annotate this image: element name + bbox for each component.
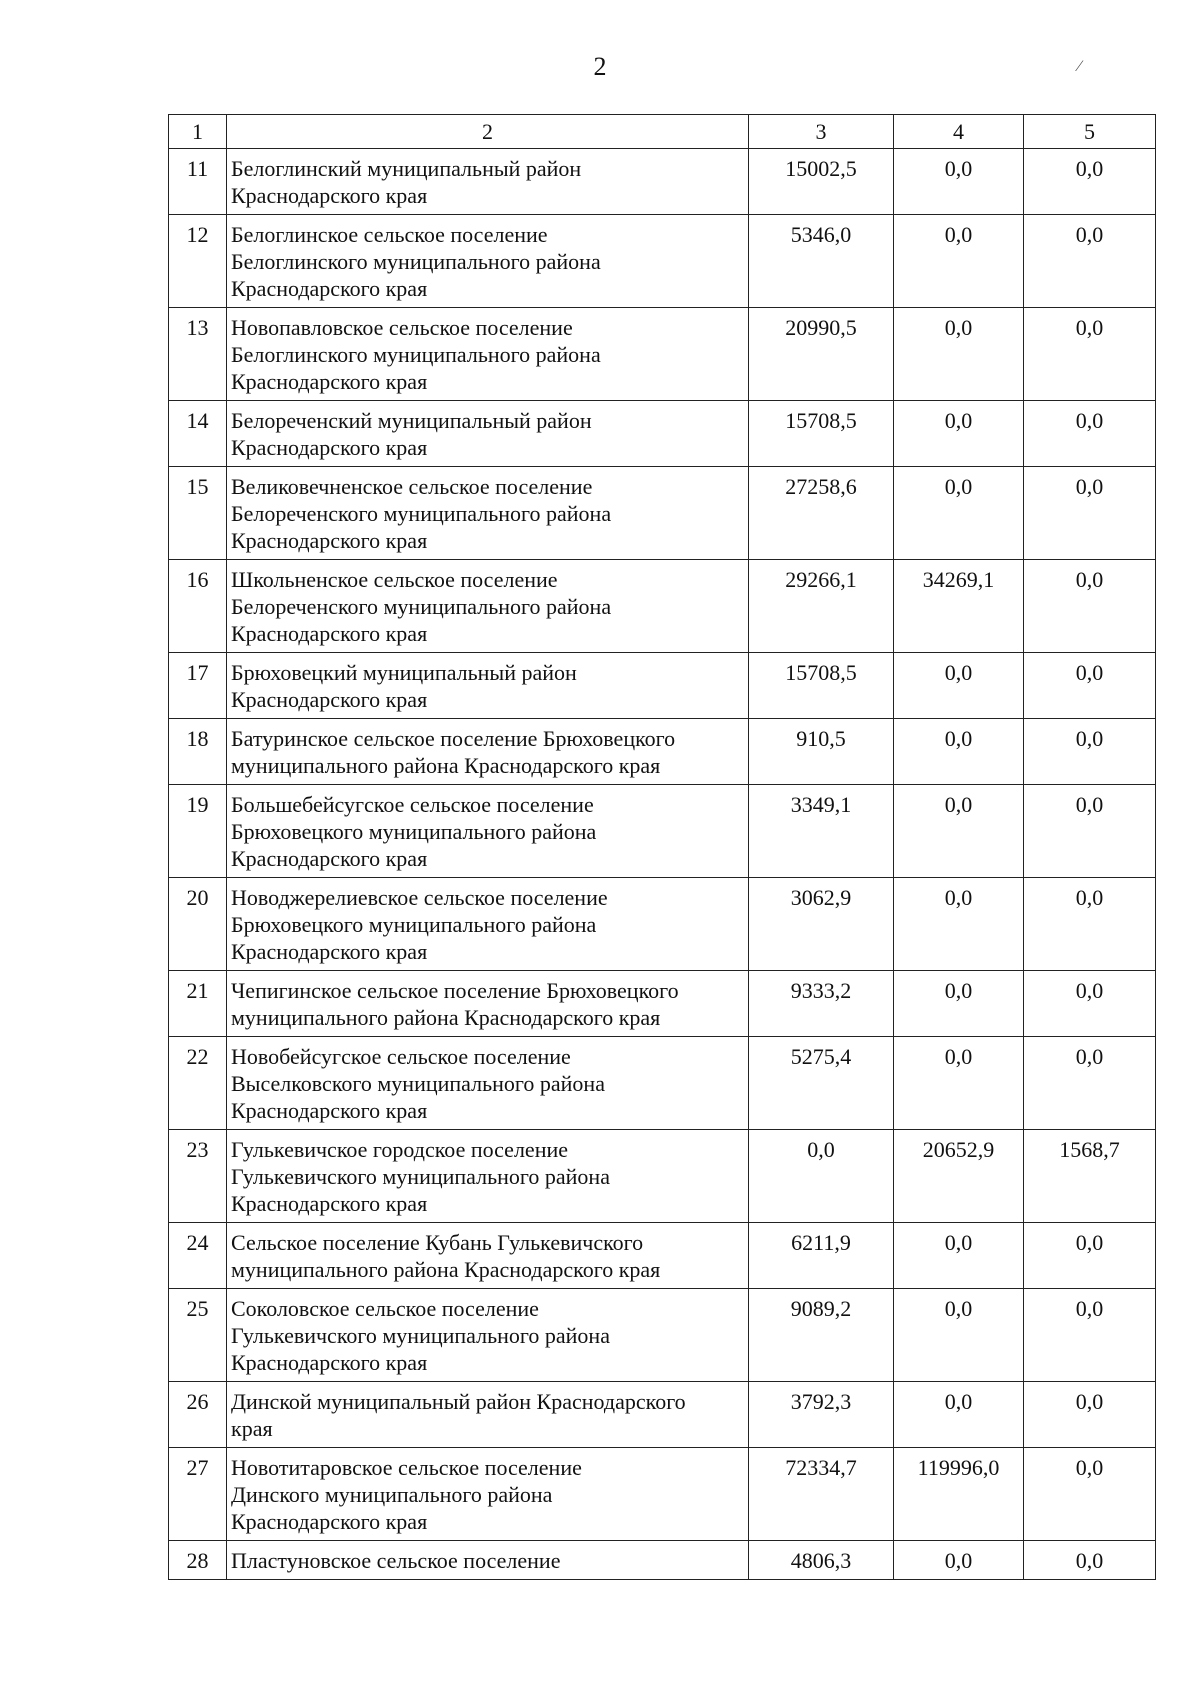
municipality-name-line: края xyxy=(231,1416,273,1441)
row-number: 13 xyxy=(169,308,227,401)
row-number: 24 xyxy=(169,1223,227,1289)
table-row xyxy=(169,653,1156,719)
municipality-name-line: Краснодарского края xyxy=(231,1098,428,1123)
municipality-name xyxy=(227,1382,749,1448)
table-row xyxy=(169,1130,1156,1223)
value-c4: 0,0 xyxy=(894,401,1024,467)
value-c4: 0,0 xyxy=(894,785,1024,878)
municipality-name-line: Краснодарского края xyxy=(231,183,428,208)
value-c4: 0,0 xyxy=(894,308,1024,401)
value-c4: 0,0 xyxy=(894,1289,1024,1382)
municipality-name-line: Новотитаровское сельское поселение xyxy=(231,1455,582,1480)
municipality-name-line: муниципального района Краснодарского края xyxy=(231,753,661,778)
row-number: 26 xyxy=(169,1382,227,1448)
table-header-row xyxy=(169,115,1156,149)
value-c5: 0,0 xyxy=(1024,467,1156,560)
table-body xyxy=(169,115,1156,1580)
value-c5: 0,0 xyxy=(1024,215,1156,308)
municipality-name xyxy=(227,1289,749,1382)
value-c4: 0,0 xyxy=(894,1223,1024,1289)
value-c5: 0,0 xyxy=(1024,401,1156,467)
municipality-name-line: Краснодарского края xyxy=(231,369,428,394)
municipality-name-line: Краснодарского края xyxy=(231,276,428,301)
header-cell-4: 4 xyxy=(894,115,1024,149)
table-row xyxy=(169,1223,1156,1289)
header-cell-3: 3 xyxy=(749,115,894,149)
row-number: 18 xyxy=(169,719,227,785)
row-number: 11 xyxy=(169,149,227,215)
row-number: 20 xyxy=(169,878,227,971)
municipality-name-line: Гулькевичское городское поселение xyxy=(231,1137,569,1162)
value-c5: 0,0 xyxy=(1024,653,1156,719)
municipality-name-line: Новоджерелиевское сельское поселение xyxy=(231,885,608,910)
value-c3: 9089,2 xyxy=(749,1289,894,1382)
value-c4: 0,0 xyxy=(894,149,1024,215)
value-c5: 0,0 xyxy=(1024,1289,1156,1382)
value-c4: 0,0 xyxy=(894,719,1024,785)
value-c3: 4806,3 xyxy=(749,1541,894,1580)
municipality-name-line: Брюховецкий муниципальный район xyxy=(231,660,577,685)
value-c5: 0,0 xyxy=(1024,971,1156,1037)
municipality-name-line: муниципального района Краснодарского края xyxy=(231,1257,661,1282)
scan-mark: ⁄ xyxy=(1078,58,1081,75)
municipality-name-line: Выселковского муниципального района xyxy=(231,1071,605,1096)
header-cell-1: 1 xyxy=(169,115,227,149)
municipality-name-line: Белоглинское сельское поселение xyxy=(231,222,548,247)
table-row xyxy=(169,1448,1156,1541)
municipality-name-line: Новопавловское сельское поселение xyxy=(231,315,573,340)
municipality-name-line: муниципального района Краснодарского края xyxy=(231,1005,661,1030)
value-c5: 0,0 xyxy=(1024,560,1156,653)
value-c3: 3349,1 xyxy=(749,785,894,878)
table-row xyxy=(169,1289,1156,1382)
page-number: 2 xyxy=(593,52,607,81)
value-c4: 0,0 xyxy=(894,1382,1024,1448)
row-number: 17 xyxy=(169,653,227,719)
value-c3: 5346,0 xyxy=(749,215,894,308)
municipality-name xyxy=(227,149,749,215)
row-number: 14 xyxy=(169,401,227,467)
municipality-name xyxy=(227,560,749,653)
value-c3: 5275,4 xyxy=(749,1037,894,1130)
value-c5: 0,0 xyxy=(1024,1223,1156,1289)
municipality-name xyxy=(227,308,749,401)
value-c5: 0,0 xyxy=(1024,719,1156,785)
value-c5: 0,0 xyxy=(1024,1448,1156,1541)
row-number: 15 xyxy=(169,467,227,560)
municipality-name-line: Гулькевичского муниципального района xyxy=(231,1323,610,1348)
value-c3: 0,0 xyxy=(749,1130,894,1223)
municipality-name-line: Краснодарского края xyxy=(231,528,428,553)
row-number: 19 xyxy=(169,785,227,878)
row-number: 27 xyxy=(169,1448,227,1541)
row-number: 28 xyxy=(169,1541,227,1580)
value-c3: 910,5 xyxy=(749,719,894,785)
table-row xyxy=(169,1037,1156,1130)
municipality-name-line: Динского муниципального района xyxy=(231,1482,553,1507)
row-number: 23 xyxy=(169,1130,227,1223)
value-c3: 3062,9 xyxy=(749,878,894,971)
value-c4: 0,0 xyxy=(894,1037,1024,1130)
municipality-name xyxy=(227,878,749,971)
value-c5: 0,0 xyxy=(1024,149,1156,215)
municipality-name xyxy=(227,467,749,560)
value-c3: 20990,5 xyxy=(749,308,894,401)
municipality-name-line: Белореченского муниципального района xyxy=(231,501,612,526)
table-row xyxy=(169,560,1156,653)
municipality-name-line: Пластуновское сельское поселение xyxy=(231,1548,561,1573)
municipality-name-line: Краснодарского края xyxy=(231,1509,428,1534)
value-c5: 1568,7 xyxy=(1024,1130,1156,1223)
municipality-name-line: Краснодарского края xyxy=(231,621,428,646)
value-c3: 6211,9 xyxy=(749,1223,894,1289)
header-cell-5: 5 xyxy=(1024,115,1156,149)
value-c5: 0,0 xyxy=(1024,878,1156,971)
value-c5: 0,0 xyxy=(1024,308,1156,401)
value-c3: 15708,5 xyxy=(749,653,894,719)
municipality-name-line: Новобейсугское сельское поселение xyxy=(231,1044,571,1069)
municipality-name-line: Батуринское сельское поселение Брюховецкого xyxy=(231,726,676,751)
header-cell-2: 2 xyxy=(227,115,749,149)
municipality-name xyxy=(227,1223,749,1289)
municipality-name xyxy=(227,1130,749,1223)
value-c5: 0,0 xyxy=(1024,785,1156,878)
row-number: 12 xyxy=(169,215,227,308)
value-c3: 15002,5 xyxy=(749,149,894,215)
value-c3: 29266,1 xyxy=(749,560,894,653)
value-c4: 0,0 xyxy=(894,215,1024,308)
value-c3: 72334,7 xyxy=(749,1448,894,1541)
municipality-name-line: Краснодарского края xyxy=(231,687,428,712)
table-row xyxy=(169,401,1156,467)
municipality-name-line: Брюховецкого муниципального района xyxy=(231,912,597,937)
municipality-name-line: Краснодарского края xyxy=(231,435,428,460)
value-c4: 0,0 xyxy=(894,878,1024,971)
municipality-name xyxy=(227,653,749,719)
table-row xyxy=(169,215,1156,308)
municipality-name-line: Белореченского муниципального района xyxy=(231,594,612,619)
table-row xyxy=(169,971,1156,1037)
row-number: 16 xyxy=(169,560,227,653)
value-c4: 0,0 xyxy=(894,1541,1024,1580)
table-row xyxy=(169,719,1156,785)
value-c4: 0,0 xyxy=(894,467,1024,560)
value-c4: 0,0 xyxy=(894,971,1024,1037)
municipality-name xyxy=(227,401,749,467)
value-c4: 34269,1 xyxy=(894,560,1024,653)
row-number: 21 xyxy=(169,971,227,1037)
municipality-name-line: Школьненское сельское поселение xyxy=(231,567,558,592)
municipality-name xyxy=(227,1448,749,1541)
value-c3: 3792,3 xyxy=(749,1382,894,1448)
table-row xyxy=(169,467,1156,560)
value-c5: 0,0 xyxy=(1024,1037,1156,1130)
value-c5: 0,0 xyxy=(1024,1382,1156,1448)
table-row xyxy=(169,1382,1156,1448)
row-number: 22 xyxy=(169,1037,227,1130)
municipality-name-line: Белоглинский муниципальный район xyxy=(231,156,582,181)
table-row xyxy=(169,149,1156,215)
municipality-name-line: Великовечненское сельское поселение xyxy=(231,474,593,499)
value-c4: 119996,0 xyxy=(894,1448,1024,1541)
municipality-name-line: Белоглинского муниципального района xyxy=(231,342,601,367)
municipality-name xyxy=(227,215,749,308)
allocation-table xyxy=(168,114,1156,1580)
municipality-name xyxy=(227,719,749,785)
municipality-name-line: Краснодарского края xyxy=(231,846,428,871)
municipality-name xyxy=(227,1037,749,1130)
table-row xyxy=(169,878,1156,971)
municipality-name-line: Брюховецкого муниципального района xyxy=(231,819,597,844)
table-row xyxy=(169,785,1156,878)
municipality-name-line: Белоглинского муниципального района xyxy=(231,249,601,274)
value-c3: 27258,6 xyxy=(749,467,894,560)
row-number: 25 xyxy=(169,1289,227,1382)
municipality-name-line: Чепигинское сельское поселение Брюховецкого xyxy=(231,978,679,1003)
value-c5: 0,0 xyxy=(1024,1541,1156,1580)
municipality-name-line: Большебейсугское сельское поселение xyxy=(231,792,594,817)
value-c3: 9333,2 xyxy=(749,971,894,1037)
municipality-name xyxy=(227,971,749,1037)
municipality-name xyxy=(227,785,749,878)
municipality-name-line: Динской муниципальный район Краснодарского xyxy=(231,1389,686,1414)
municipality-name-line: Белореченский муниципальный район xyxy=(231,408,592,433)
municipality-name-line: Краснодарского края xyxy=(231,939,428,964)
municipality-name-line: Гулькевичского муниципального района xyxy=(231,1164,610,1189)
municipality-name-line: Краснодарского края xyxy=(231,1350,428,1375)
value-c3: 15708,5 xyxy=(749,401,894,467)
municipality-name-line: Краснодарского края xyxy=(231,1191,428,1216)
municipality-name-line: Сельское поселение Кубань Гулькевичского xyxy=(231,1230,644,1255)
value-c4: 20652,9 xyxy=(894,1130,1024,1223)
municipality-name xyxy=(227,1541,749,1580)
municipality-name-line: Соколовское сельское поселение xyxy=(231,1296,539,1321)
value-c4: 0,0 xyxy=(894,653,1024,719)
table-row xyxy=(169,1541,1156,1580)
table-row xyxy=(169,308,1156,401)
